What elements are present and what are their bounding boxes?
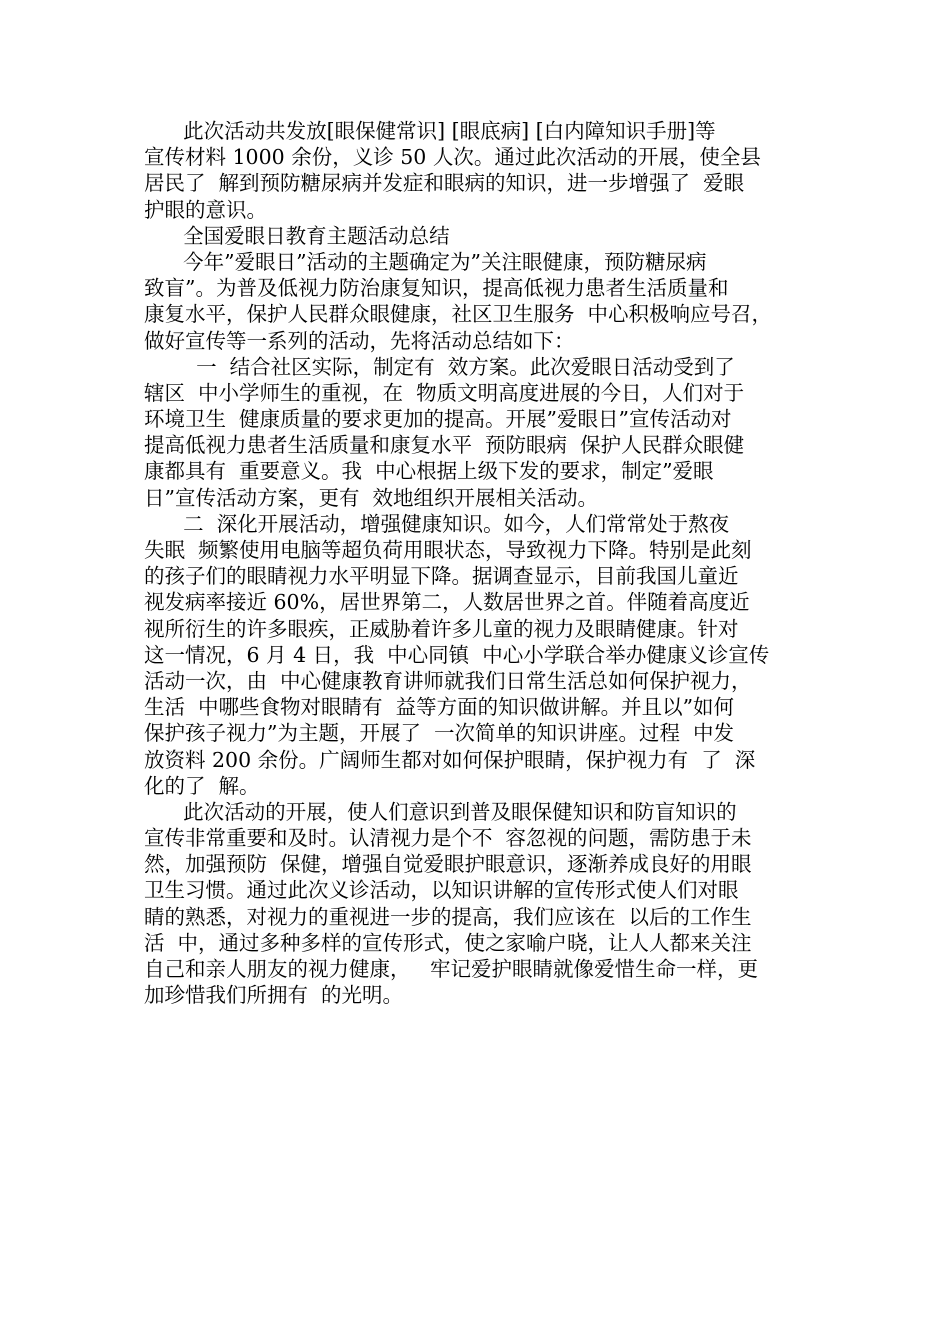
text-line: 居民了 解到预防糖尿病并发症和眼病的知识，进一步增强了 爱眼 — [144, 171, 745, 196]
text-line: 活动一次，由 中心健康教育讲师就我们日常生活总如何保护视力， — [144, 668, 752, 693]
text-line: 然，加强预防 保健，增强自觉爱眼护眼意识，逐渐养成良好的用眼 — [144, 852, 752, 877]
text-line: 宣传非常重要和及时。认清视力是个不 容忽视的问题，需防患于未 — [144, 826, 752, 851]
text-line: 此次活动的开展，使人们意识到普及眼保健知识和防盲知识的 — [144, 799, 737, 824]
text-line: 失眠 频繁使用电脑等超负荷用眼状态，导致视力下降。特别是此刻 — [144, 538, 752, 562]
text-line: 视发病率接近 60%，居世界第二，人数居世界之首。伴随着高度近 — [144, 590, 750, 615]
text-line: 的孩子们的眼睛视力水平明显下降。据调查显示，目前我国儿童近 — [144, 564, 739, 589]
text-line: 这一情况，6 月 4 日，我 中心同镇 中心小学联合举办健康义诊宣传 — [144, 642, 770, 667]
text-line: 保护孩子视力”为主题，开展了 一次简单的知识讲座。过程 中发 — [144, 721, 735, 746]
paragraph-section-two — [144, 511, 816, 799]
text-line: 二 深化开展活动，增强健康知识。如今，人们常常处于熬夜 — [144, 511, 730, 536]
text-line: 提高低视力患者生活质量和康复水平 预防眼病 保护人民群众眼健 — [144, 433, 745, 458]
text-line: 放资料 200 余份。广阔师生都对如何保护眼睛，保护视力有 了 深 — [144, 747, 756, 772]
text-line: 卫生习惯。通过此次义诊活动，以知识讲解的宣传形式使人们对眼 — [144, 878, 739, 903]
text-line: 自己和亲人朋友的视力健康， 牢记爱护眼睛就像爱惜生命一样，更 — [144, 957, 759, 981]
text-line: 辖区 中小学师生的重视，在 物质文明高度进展的今日，人们对于 — [144, 380, 745, 405]
text-line: 致盲”。为普及低视力防治康复知识，提高低视力患者生活质量和 — [144, 276, 729, 301]
text-line: 活 中，通过多种多样的宣传形式，使之家喻户晓，让人人都来关注 — [144, 930, 752, 955]
text-line: 日”宣传活动方案，更有 效地组织开展相关活动。 — [144, 485, 599, 510]
text-line: 此次活动共发放[眼保健常识] [眼底病] [白内障知识手册]等 — [144, 119, 716, 143]
text-line: 康复水平，保护人民群众眼健康，社区卫生服务 中心积极响应号召， — [144, 302, 773, 327]
text-line: 护眼的意识。 — [144, 197, 267, 222]
text-line: 生活 中哪些食物对眼睛有 益等方面的知识做讲解。并且以”如何 — [144, 695, 735, 720]
text-line: 睛的熟悉，对视力的重视进一步的提高，我们应该在 以后的工作生 — [144, 904, 752, 929]
text-line: 加珍惜我们所拥有 的光明。 — [144, 983, 404, 1008]
paragraph-conclusion — [144, 799, 816, 1009]
text-line: 环境卫生 健康质量的要求更加的提高。开展”爱眼日”宣传活动对 — [144, 407, 732, 432]
text-line: 视所衍生的许多眼疾，正威胁着许多儿童的视力及眼睛健康。针对 — [144, 616, 739, 641]
document-body — [144, 118, 816, 1008]
paragraph-section-one — [144, 354, 816, 511]
text-line: 化的了 解。 — [144, 773, 260, 798]
section-title — [144, 223, 816, 249]
text-line: 做好宣传等一系列的活动，先将活动总结如下： — [144, 328, 575, 353]
text-line: 康都具有 重要意义。我 中心根据上级下发的要求，制定”爱眼 — [144, 459, 714, 484]
text-line: 宣传材料 1000 余份，义诊 50 人次。通过此次活动的开展，使全县 — [144, 145, 761, 170]
text-line: 一 结合社区实际，制定有 效方案。此次爱眼日活动受到了 — [144, 354, 735, 379]
text-line: 今年”爱眼日”活动的主题确定为”关注眼健康，预防糖尿病 — [144, 249, 707, 274]
section-title-text: 全国爱眼日教育主题活动总结 — [144, 223, 450, 248]
paragraph-distribution-summary — [144, 118, 816, 223]
paragraph-theme-intro — [144, 249, 816, 354]
